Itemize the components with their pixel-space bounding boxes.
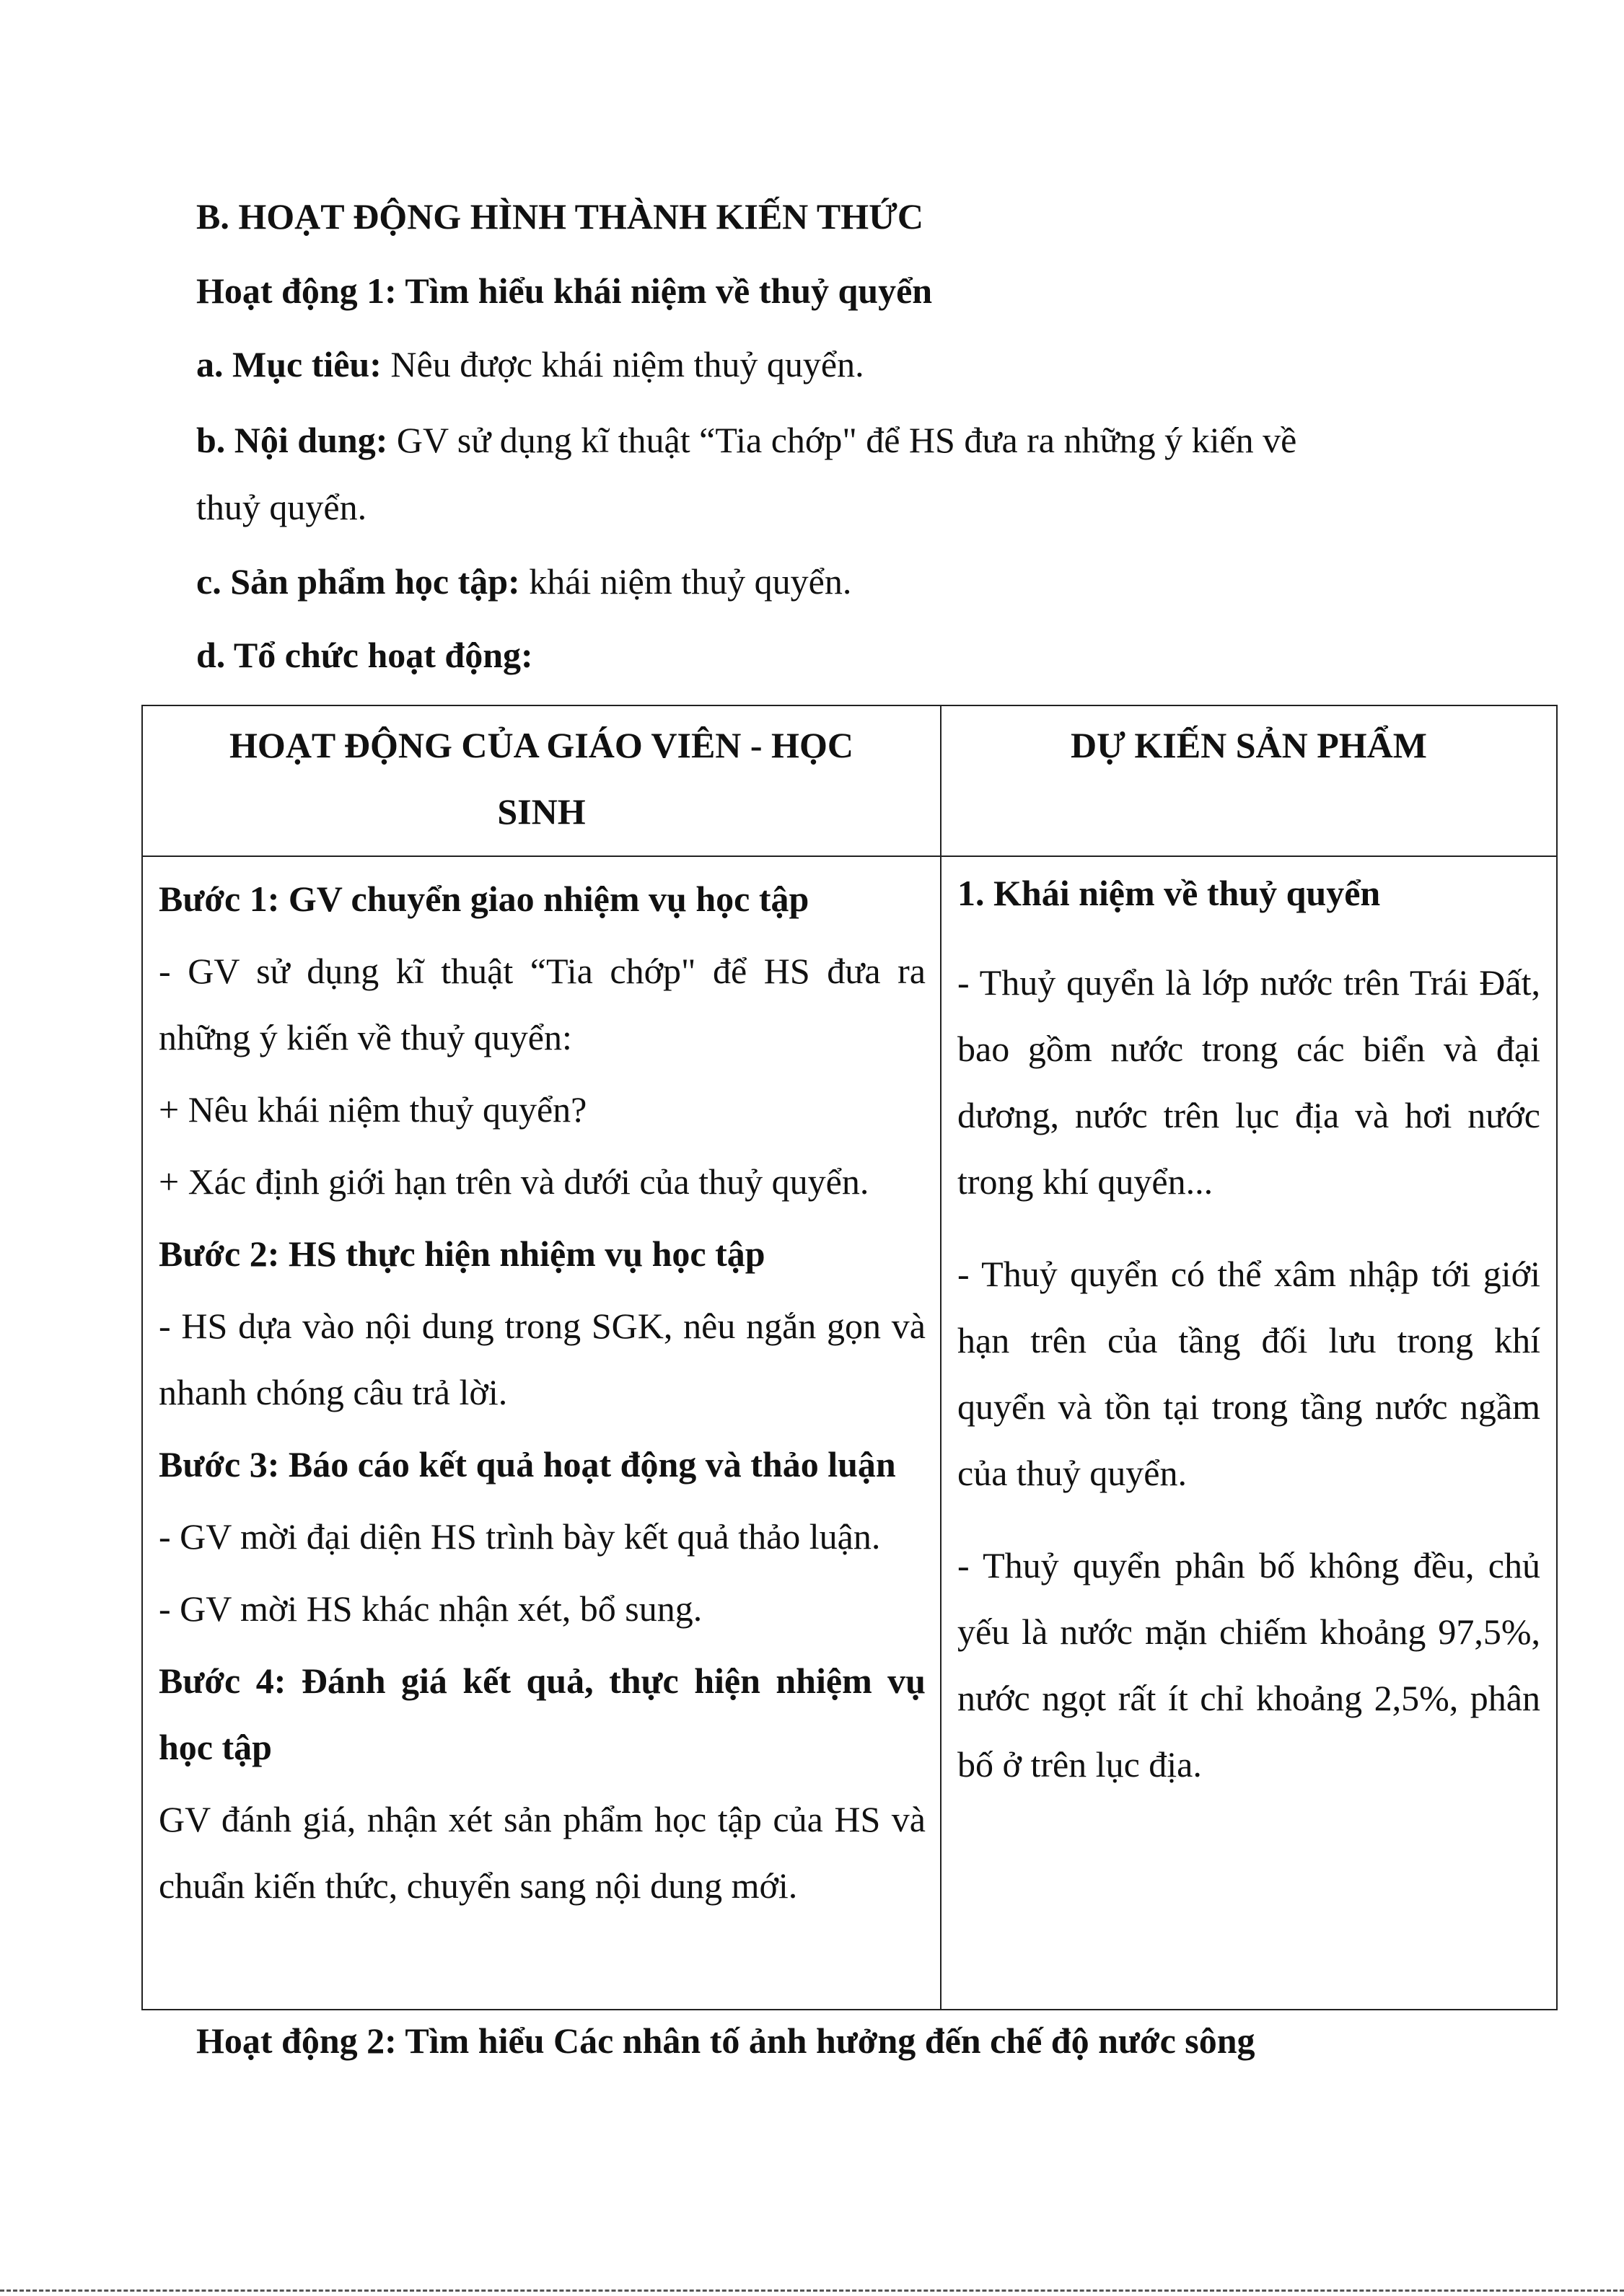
teacher-student-activities [142,856,941,2010]
header-left: HOẠT ĐỘNG CỦA GIÁO VIÊN - HỌC SINH [142,705,941,856]
step-2-text: - HS dựa vào nội dung trong SGK, nêu ngắn gọn và nhanh chóng câu trả lời. [159,1306,926,1412]
step-3-title: Bước 3: Báo cáo kết quả hoạt động và thảo luận [159,1444,896,1485]
content-line-2: thuỷ quyển. [196,487,367,527]
content-text: GV sử dụng kĩ thuật “Tia chớp" để HS đưa ra những ý kiến về [387,420,1297,460]
page-bottom-line [0,2290,1624,2292]
objective-label: a. Mục tiêu: [196,344,382,384]
step-1-question-1: + Nêu khái niệm thuỷ quyển? [159,1089,587,1130]
step-3-text-1: - GV mời đại diện HS trình bày kết quả thảo luận. [159,1516,881,1557]
content-line [196,418,1296,462]
product-line [196,560,851,603]
product-heading: 1. Khái niệm về thuỷ quyển [957,873,1381,913]
product-label: c. Sản phẩm học tập: [196,561,520,602]
step-3-text-2: - GV mời HS khác nhận xét, bổ sung. [159,1588,703,1629]
activity2-title: Hoạt động 2: Tìm hiểu Các nhân tố ảnh hưởng đến chế độ nước sông [196,2020,1255,2061]
step-2-title: Bước 2: HS thực hiện nhiệm vụ học tập [159,1233,765,1274]
step-4-title: Bước 4: Đánh giá kết quả, thực hiện nhiệm vụ học tập [159,1661,926,1767]
product-point-1: - Thuỷ quyển là lớp nước trên Trái Đất, bao gồm nước trong các biển và đại dương, nước trên lục địa và hơi nước trong khí quyển... [957,962,1540,1202]
header-right: DỰ KIẾN SẢN PHẨM [941,705,1557,856]
activity1-title: Hoạt động 1: Tìm hiểu khái niệm về thuỷ quyển [196,270,933,311]
activity-table [141,705,1558,2010]
expected-products [941,856,1557,2010]
section-title: B. HOẠT ĐỘNG HÌNH THÀNH KIẾN THỨC [196,196,924,237]
step-1-title: Bước 1: GV chuyển giao nhiệm vụ học tập [159,879,809,919]
content-label: b. Nội dung: [196,420,388,460]
table-header-row [142,705,1557,856]
step-1-text: - GV sử dụng kĩ thuật “Tia chớp" để HS đưa ra những ý kiến về thuỷ quyển: [159,951,926,1057]
product-text: khái niệm thuỷ quyển. [519,561,852,602]
step-4-text: GV đánh giá, nhận xét sản phẩm học tập của HS và chuẩn kiến thức, chuyển sang nội dung mới. [159,1799,926,1906]
product-point-2: - Thuỷ quyển có thể xâm nhập tới giới hạn trên của tầng đối lưu trong khí quyển và tồn tại trong tầng nước ngầm của thuỷ quyển. [957,1254,1540,1493]
step-1-question-2: + Xác định giới hạn trên và dưới của thuỷ quyển. [159,1161,869,1202]
organization-label: d. Tổ chức hoạt động: [196,635,533,675]
table-body-row [142,856,1557,2010]
objective-text: Nêu được khái niệm thuỷ quyển. [381,344,864,384]
product-point-3: - Thuỷ quyển phân bố không đều, chủ yếu là nước mặn chiếm khoảng 97,5%, nước ngọt rất ít chỉ khoảng 2,5%, phân bố ở trên lục địa. [957,1545,1540,1785]
objective-line [196,343,864,386]
